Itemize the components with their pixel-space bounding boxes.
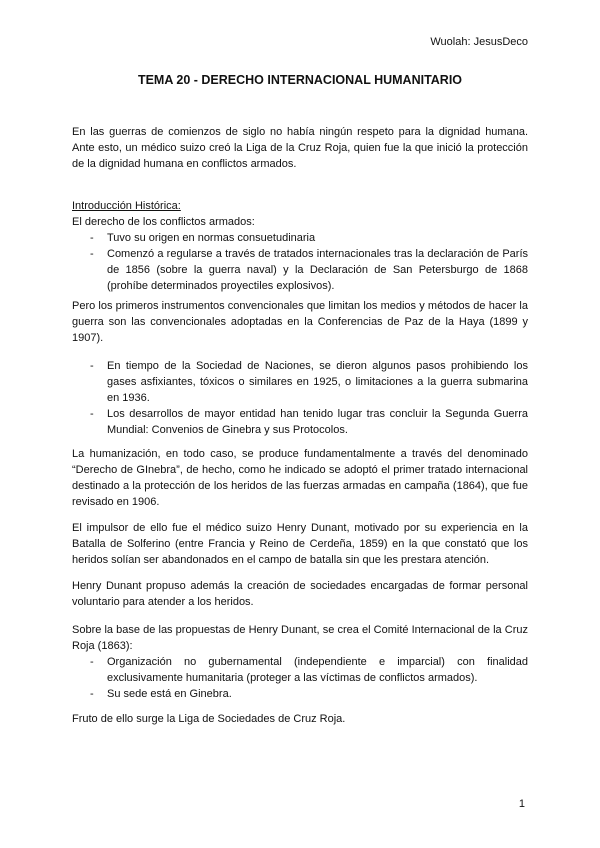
developments-block	[72, 358, 528, 438]
societies-paragraph: Henry Dunant propuso además la creación de sociedades encargadas de formar personal voluntario para atender a los heridos.	[72, 580, 528, 608]
section-subheading: El derecho de los conflictos armados:	[72, 216, 255, 228]
header-author: Wuolah: JesusDeco	[430, 36, 528, 48]
origins-list	[72, 230, 528, 294]
committee-block	[72, 622, 528, 702]
document-title: TEMA 20 - DERECHO INTERNACIONAL HUMANITARIO	[137, 73, 463, 87]
list-item: - Su sede está en Ginebra.	[72, 686, 528, 702]
geneva-block	[72, 446, 528, 510]
intro-block	[72, 124, 528, 172]
final-block	[72, 711, 528, 727]
list-item: - Los desarrollos de mayor entidad han tenido lugar tras concluir la Segunda Guerra Mundial: Convenios de Ginebra y sus Protocolos.	[72, 406, 528, 438]
page-number: 1	[518, 798, 525, 810]
committee-paragraph: Sobre la base de las propuestas de Henry Dunant, se crea el Comité Internacional de la Cruz Roja (1863):	[72, 624, 528, 652]
hague-block	[72, 298, 528, 346]
list-item: - En tiempo de la Sociedad de Naciones, se dieron algunos pasos prohibiendo los gases asfixiantes, tóxicos o similares en 1925, o limitaciones a la guerra submarina en 1936.	[72, 358, 528, 406]
dunant-paragraph: El impulsor de ello fue el médico suizo Henry Dunant, motivado por su experiencia en la Batalla de Solferino (entre Francia y Reino de Cerdeña, 1859) en la que constató que los heridos solían ser abandonados en el campo de batalla sin que les prestara atención.	[72, 522, 528, 566]
geneva-paragraph: La humanización, en todo caso, se produce fundamentalmente a través del denominado “Derecho de GInebra”, de hecho, como he indicado se adoptó el primer tratado internacional destinado a la protección de los heridos de las fuerzas armadas en campaña (1864), que fue revisado en 1906.	[72, 448, 528, 508]
developments-list	[72, 358, 528, 438]
section-heading: Introducción Histórica:	[72, 200, 181, 212]
societies-block	[72, 578, 528, 610]
hague-paragraph: Pero los primeros instrumentos convencionales que limitan los medios y métodos de hacer la guerra son las convencionales adoptadas en la Conferencias de Paz de la Haya (1899 y 1907).	[72, 300, 528, 344]
intro-paragraph: En las guerras de comienzos de siglo no había ningún respeto para la dignidad humana. Ante esto, un médico suizo creó la Liga de la Cruz Roja, quien fue la que inició la protección de la dignidad humana en conflictos armados.	[72, 126, 528, 170]
committee-list	[72, 654, 528, 702]
final-paragraph: Fruto de ello surge la Liga de Sociedades de Cruz Roja.	[72, 713, 346, 725]
list-item: - Tuvo su origen en normas consuetudinaria	[72, 230, 528, 246]
list-item: - Organización no gubernamental (independiente e imparcial) con finalidad exclusivamente humanitaria (proteger a las víctimas de conflictos armados).	[72, 654, 528, 686]
dunant-block	[72, 520, 528, 568]
list-item: - Comenzó a regularse a través de tratados internacionales tras la declaración de París de 1856 (sobre la guerra naval) y la Declaración de San Petersburgo de 1868 (prohíbe determinados proyectiles explosivos).	[72, 246, 528, 294]
historical-section	[72, 198, 528, 294]
